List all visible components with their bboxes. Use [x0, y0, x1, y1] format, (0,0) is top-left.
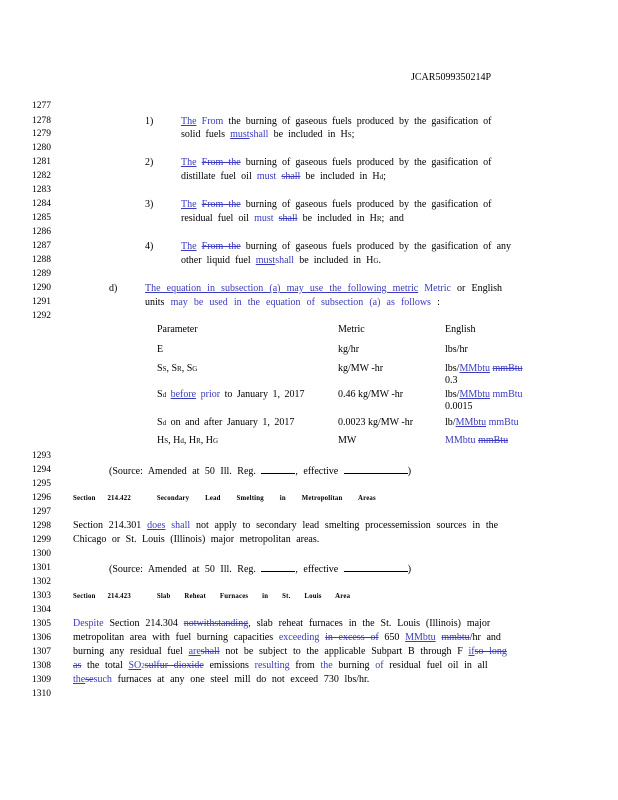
- item-1-line-1: The From the burning of gaseous fuels produced by the gasification of: [181, 116, 492, 127]
- table-cell: 0.0015: [445, 401, 473, 412]
- item-3-line-2: residual fuel oil must shall be included in HR; and: [181, 213, 404, 224]
- table-header-metric: Metric: [338, 324, 365, 335]
- line-number: 1306: [32, 633, 51, 643]
- line-number: 1296: [32, 493, 51, 503]
- section-heading: Section 214.422 Secondary Lead Smelting in Metropolitan Areas: [73, 495, 376, 502]
- line-number: 1282: [32, 171, 51, 181]
- line-number: 1281: [32, 157, 51, 167]
- paragraph-d-line-1: The equation in subsection (a) may use the following metric Metric or English: [145, 283, 503, 294]
- item-4-line-1: The From the burning of gaseous fuels produced by the gasification of any: [181, 241, 512, 252]
- line-number: 1287: [32, 241, 51, 251]
- table-header-parameter: Parameter: [157, 324, 198, 335]
- table-cell: 0.0023 kg/MW -hr: [338, 417, 414, 428]
- line-number: 1295: [32, 479, 51, 489]
- item-3-line-1: The From the burning of gaseous fuels produced by the gasification of: [181, 199, 492, 210]
- item-number: 4): [145, 241, 154, 252]
- table-cell: SS, SR, SG: [157, 363, 198, 374]
- item-1-line-2: solid fuels mustshall be included in HS;: [181, 129, 355, 140]
- table-cell: E: [157, 344, 164, 355]
- paragraph-1298-line-2: Chicago or St. Louis (Illinois) major metropolitan areas.: [73, 534, 320, 545]
- document-id: JCAR5099350214P: [411, 72, 492, 83]
- table-header-english: English: [445, 324, 476, 335]
- table-cell: HS, Hd, HR, HG: [157, 435, 219, 446]
- line-number: 1302: [32, 577, 51, 587]
- line-number: 1290: [32, 283, 51, 293]
- line-number: 1304: [32, 605, 51, 615]
- table-cell: MW: [338, 435, 357, 446]
- table-cell: kg/MW -hr: [338, 363, 384, 374]
- section-heading: Section 214.423 Slab Reheat Furnaces in St. Louis Area: [73, 593, 351, 600]
- line-number: 1279: [32, 129, 51, 139]
- table-cell: 0.46 kg/MW -hr: [338, 389, 404, 400]
- item-number: 3): [145, 199, 154, 210]
- paragraph-1305-line-1: Despite Section 214.304 notwithstanding, slab reheat furnaces in the St. Louis (Illinois) major: [73, 618, 491, 629]
- line-number: 1286: [32, 227, 51, 237]
- line-number: 1301: [32, 563, 51, 573]
- table-cell: MMbtu mmBtu: [445, 435, 509, 446]
- line-number: 1288: [32, 255, 51, 265]
- line-number: 1309: [32, 675, 51, 685]
- line-number: 1299: [32, 535, 51, 545]
- paragraph-1305-line-5: thesesuch furnaces at any one steel mill do not exceed 730 lbs/hr.: [73, 674, 370, 685]
- item-2-line-1: The From the burning of gaseous fuels produced by the gasification of: [181, 157, 492, 168]
- paragraph-label: d): [109, 283, 118, 294]
- line-number: 1294: [32, 465, 51, 475]
- paragraph-1305-line-3: burning any residual fuel areshall not be subject to the applicable Subpart B through F ifso long: [73, 646, 507, 657]
- table-cell: lbs/hr: [445, 344, 468, 355]
- line-number: 1291: [32, 297, 51, 307]
- item-number: 1): [145, 116, 154, 127]
- line-number: 1280: [32, 143, 51, 153]
- line-number: 1303: [32, 591, 51, 601]
- line-number: 1300: [32, 549, 51, 559]
- line-number: 1292: [32, 311, 51, 321]
- line-number: 1278: [32, 116, 51, 126]
- item-number: 2): [145, 157, 154, 168]
- table-cell: 0.3: [445, 375, 458, 386]
- line-number: 1293: [32, 451, 51, 461]
- table-cell: Sd before prior to January 1, 2017: [157, 389, 305, 400]
- item-4-line-2: other liquid fuel mustshall be included in HG.: [181, 255, 381, 266]
- line-number: 1305: [32, 619, 51, 629]
- source-note: (Source: Amended at 50 Ill. Reg. , effective ): [109, 564, 412, 575]
- line-number: 1308: [32, 661, 51, 671]
- line-number: 1277: [32, 101, 51, 111]
- line-number: 1285: [32, 213, 51, 223]
- line-number: 1289: [32, 269, 51, 279]
- table-cell: Sd on and after January 1, 2017: [157, 417, 295, 428]
- line-number: 1297: [32, 507, 51, 517]
- paragraph-d-line-2: units may be used in the equation of subsection (a) as follows :: [145, 297, 440, 308]
- paragraph-1298-line-1: Section 214.301 does shall not apply to secondary lead smelting processemission sources in the: [73, 520, 499, 531]
- table-cell: kg/hr: [338, 344, 360, 355]
- line-number: 1284: [32, 199, 51, 209]
- line-number: 1298: [32, 521, 51, 531]
- line-number: 1310: [32, 689, 51, 699]
- source-note: (Source: Amended at 50 Ill. Reg. , effective ): [109, 466, 412, 477]
- table-cell: lbs/MMbtu mmBtu: [445, 363, 523, 374]
- paragraph-1305-line-2: metropolitan area with fuel burning capacities exceeding in excess of 650 MMbtu mmbtu/hr and: [73, 632, 501, 643]
- line-number: 1307: [32, 647, 51, 657]
- table-cell: lbs/MMbtu mmBtu: [445, 389, 523, 400]
- item-2-line-2: distillate fuel oil must shall be included in Hd;: [181, 171, 386, 182]
- line-number: 1283: [32, 185, 51, 195]
- paragraph-1305-line-4: as the total SO2sulfur dioxide emissions resulting from the burning of residual fuel oil in all: [73, 660, 488, 671]
- table-cell: lb/MMbtu mmBtu: [445, 417, 519, 428]
